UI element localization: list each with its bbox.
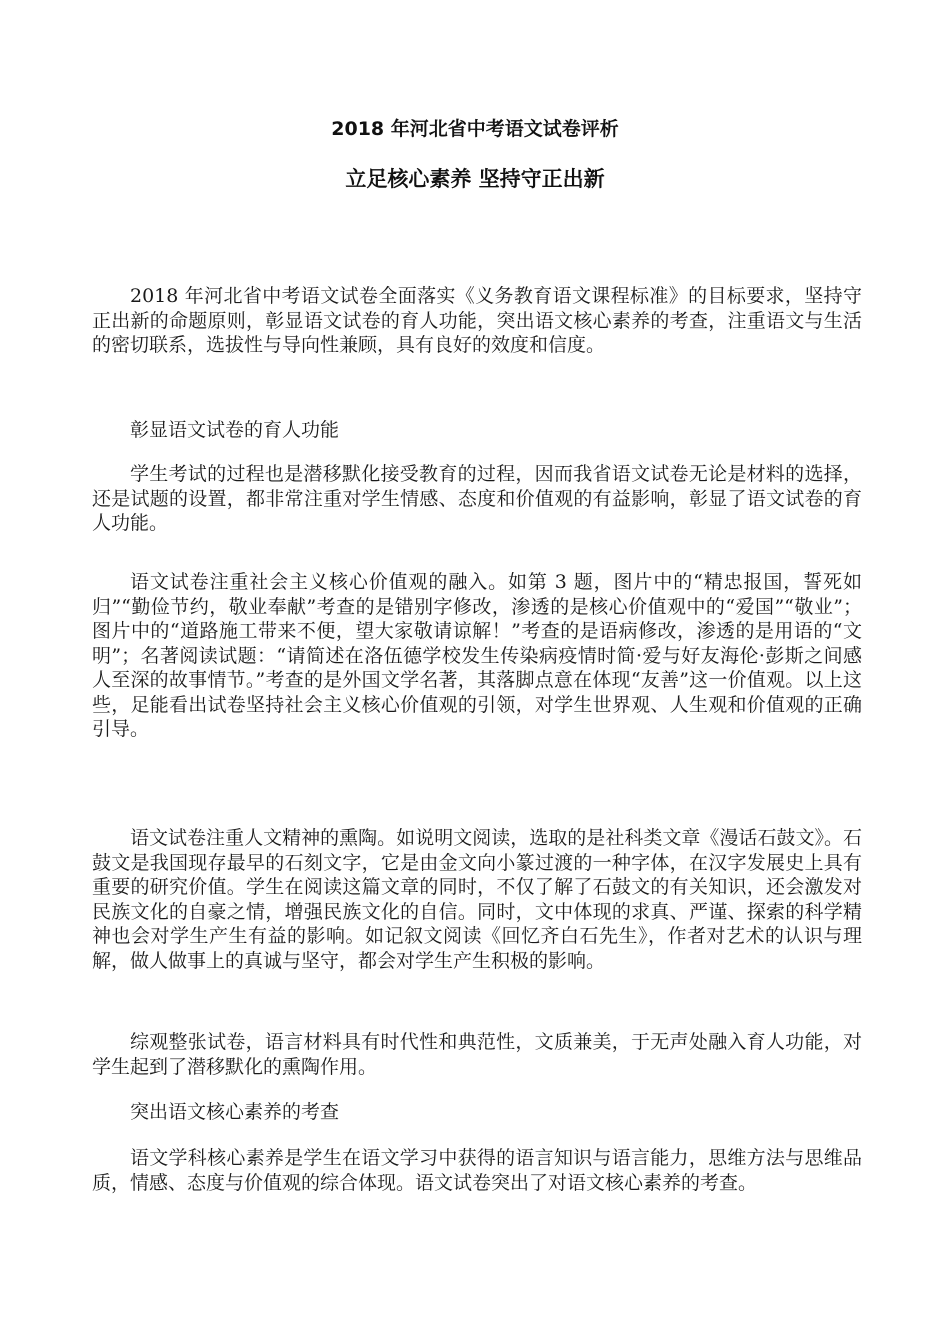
paragraph-core-values: 语文试卷注重社会主义核心价值观的融入。如第 3 题，图片中的“精忠报国，誓死如归”“勤俭节约，敬业奉献”考查的是错别字修改，渗透的是核心价值观中的“爱国”“敬业”；图片中的“道路施工带来不便，望大家敬请谅解！”考查的是语病修改，渗透的是用语的“文明”；名著阅读试题：“请简述在洛伍德学校发生传染病疫情时简·爱与好友海伦·彭斯之间感人至深的故事情节。”考查的是外国文学名著，其落脚点意在体现“友善”这一价值观。以上这些，足能看出试卷坚持社会主义核心价值观的引领，对学生世界观、人生观和价值观的正确引导。	[92, 571, 862, 740]
document-subtitle: 立足核心素养 坚持守正出新	[345, 167, 605, 191]
section-heading-education: 彰显语文试卷的育人功能	[130, 419, 340, 441]
intro-paragraph: 2018 年河北省中考语文试卷全面落实《义务教育语文课程标准》的目标要求，坚持守正出新的命题原则，彰显语文试卷的育人功能，突出语文核心素养的考查，注重语文与生活的密切联系，选拔性与导向性兼顾，具有良好的效度和信度。	[92, 285, 862, 356]
paragraph-overview: 综观整张试卷，语言材料具有时代性和典范性，文质兼美，于无声处融入育人功能，对学生起到了潜移默化的熏陶作用。	[92, 1031, 862, 1078]
section-heading-core-literacy: 突出语文核心素养的考查	[130, 1101, 340, 1123]
paragraph-education-process: 学生考试的过程也是潜移默化接受教育的过程，因而我省语文试卷无论是材料的选择，还是试题的设置，都非常注重对学生情感、态度和价值观的有益影响，彰显了语文试卷的育人功能。	[92, 463, 862, 534]
paragraph-humanistic-spirit: 语文试卷注重人文精神的熏陶。如说明文阅读，选取的是社科类文章《漫话石鼓文》。石鼓文是我国现存最早的石刻文字，它是由金文向小篆过渡的一种字体，在汉字发展史上具有重要的研究价值。学生在阅读这篇文章的同时，不仅了解了石鼓文的有关知识，还会激发对民族文化的自豪之情，增强民族文化的自信。同时，文中体现的求真、严谨、探索的科学精神也会对学生产生有益的影响。如记叙文阅读《回忆齐白石先生》，作者对艺术的认识与理解，做人做事上的真诚与坚守，都会对学生产生积极的影响。	[92, 827, 862, 972]
document-title: 2018 年河北省中考语文试卷评析	[331, 118, 619, 140]
paragraph-core-literacy: 语文学科核心素养是学生在语文学习中获得的语言知识与语言能力，思维方法与思维品质，情感、态度与价值观的综合体现。语文试卷突出了对语文核心素养的考查。	[92, 1147, 862, 1194]
